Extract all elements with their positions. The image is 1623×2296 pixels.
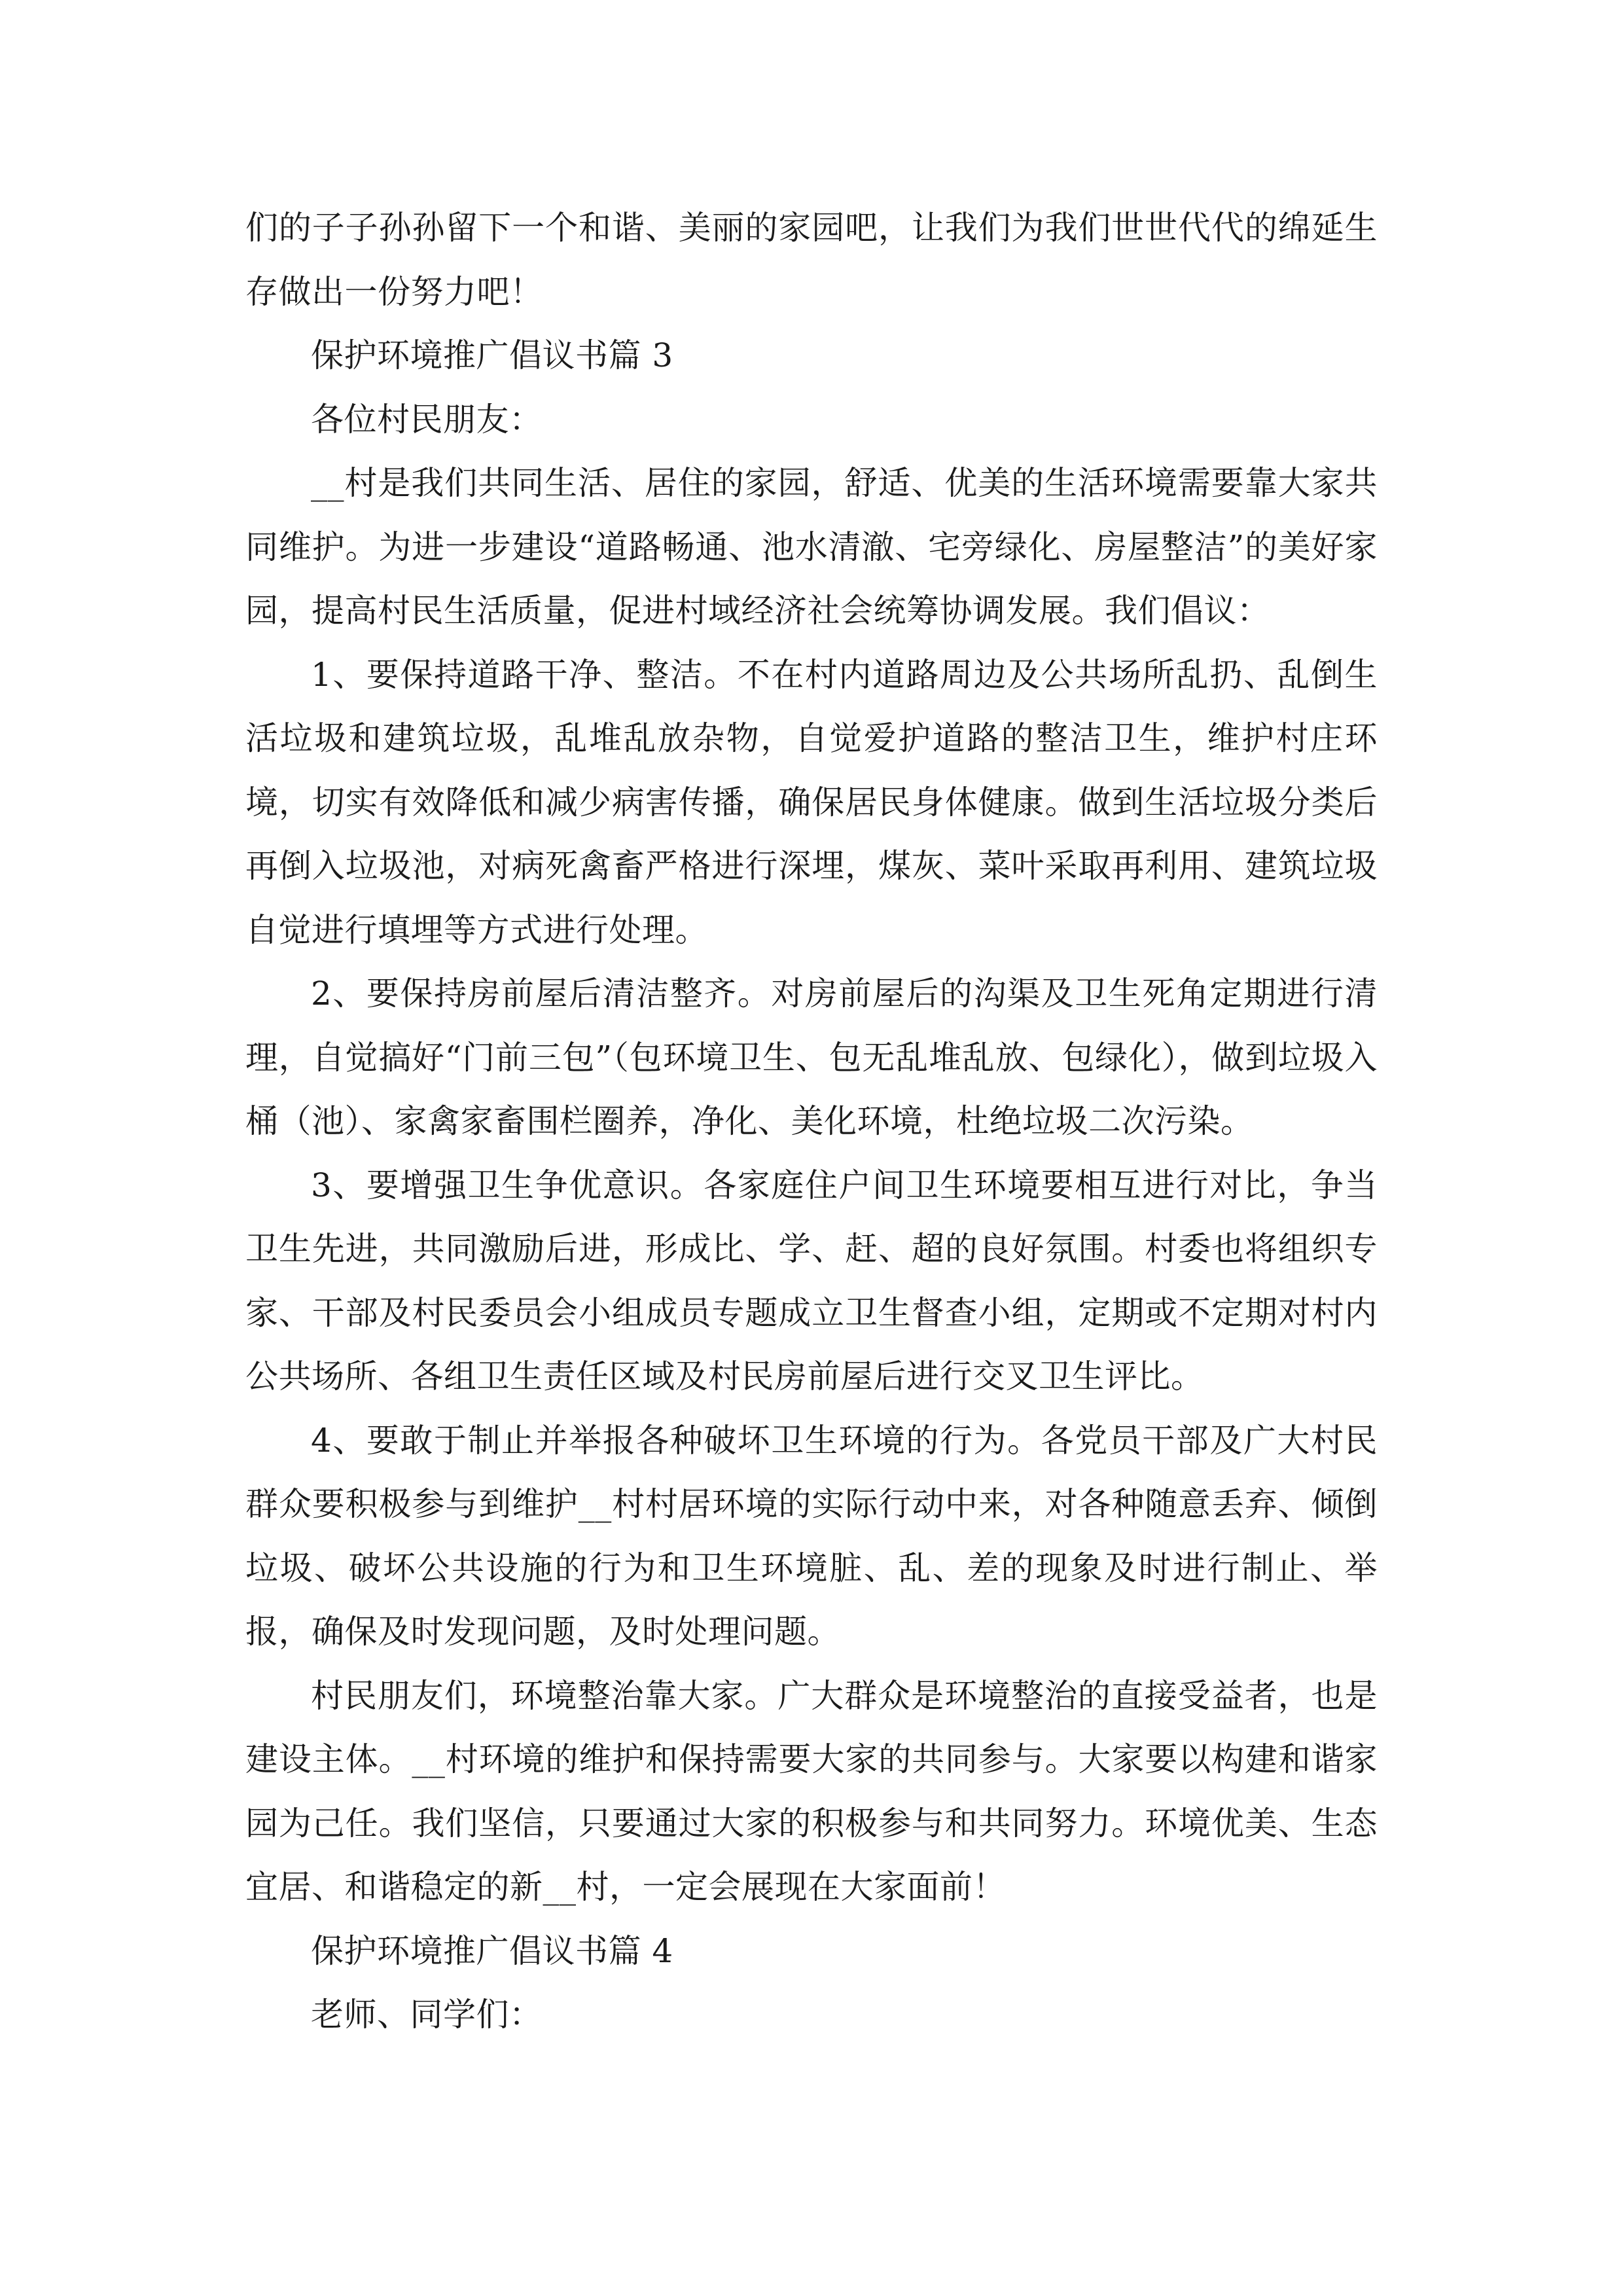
paragraph-intro: __村是我们共同生活、居住的家园，舒适、优美的生活环境需要靠大家共同维护。为进一步建设“道路畅通、池水清澈、宅旁绿化、房屋整洁”的美好家园，提高村民生活质量，促进村域经济社会统筹协调发展。我们倡议：	[245, 464, 1378, 630]
salutation-villagers: 各位村民朋友：	[311, 400, 543, 439]
paragraph-item-1: 1、要保持道路干净、整洁。不在村内道路周边及公共场所乱扔、乱倒生活垃圾和建筑垃圾，乱堆乱放杂物，自觉爱护道路的整洁卫生，维护村庄环境，切实有效降低和减少病害传播，确保居民身体健康。做到生活垃圾分类后再倒入垃圾池，对病死禽畜严格进行深埋，煤灰、菜叶采取再利用、建筑垃圾自觉进行填埋等方式进行处理。	[245, 655, 1378, 949]
document-body	[245, 196, 1378, 2047]
paragraph-continuation: 们的子子孙孙留下一个和谐、美丽的家园吧，让我们为我们世世代代的绵延生存做出一份努力吧！	[245, 209, 1378, 311]
section-heading-3: 保护环境推广倡议书篇 3	[311, 336, 673, 374]
paragraph-closing: 村民朋友们，环境整治靠大家。广大群众是环境整治的直接受益者，也是建设主体。__村环境的维护和保持需要大家的共同参与。大家要以构建和谐家园为己任。我们坚信，只要通过大家的积极参与和共同努力。环境优美、生态宜居、和谐稳定的新__村，一定会展现在大家面前！	[245, 1676, 1378, 1906]
section-heading-4: 保护环境推广倡议书篇 4	[311, 1931, 673, 1970]
salutation-teachers: 老师、同学们：	[311, 1996, 543, 2034]
paragraph-item-4: 4、要敢于制止并举报各种破坏卫生环境的行为。各党员干部及广大村民群众要积极参与到维护__村村居环境的实际行动中来，对各种随意丢弃、倾倒垃圾、破坏公共设施的行为和卫生环境脏、乱、差的现象及时进行制止、举报，确保及时发现问题，及时处理问题。	[245, 1421, 1378, 1651]
paragraph-item-2: 2、要保持房前屋后清洁整齐。对房前屋后的沟渠及卫生死角定期进行清理，自觉搞好“门前三包”（包环境卫生、包无乱堆乱放、包绿化），做到垃圾入桶（池）、家禽家畜围栏圈养，净化、美化环境，杜绝垃圾二次污染。	[245, 975, 1378, 1140]
paragraph-item-3: 3、要增强卫生争优意识。各家庭住户间卫生环境要相互进行对比，争当卫生先进，共同激励后进，形成比、学、赶、超的良好氛围。村委也将组织专家、干部及村民委员会小组成员专题成立卫生督查小组，定期或不定期对村内公共场所、各组卫生责任区域及村民房前屋后进行交叉卫生评比。	[245, 1166, 1378, 1395]
